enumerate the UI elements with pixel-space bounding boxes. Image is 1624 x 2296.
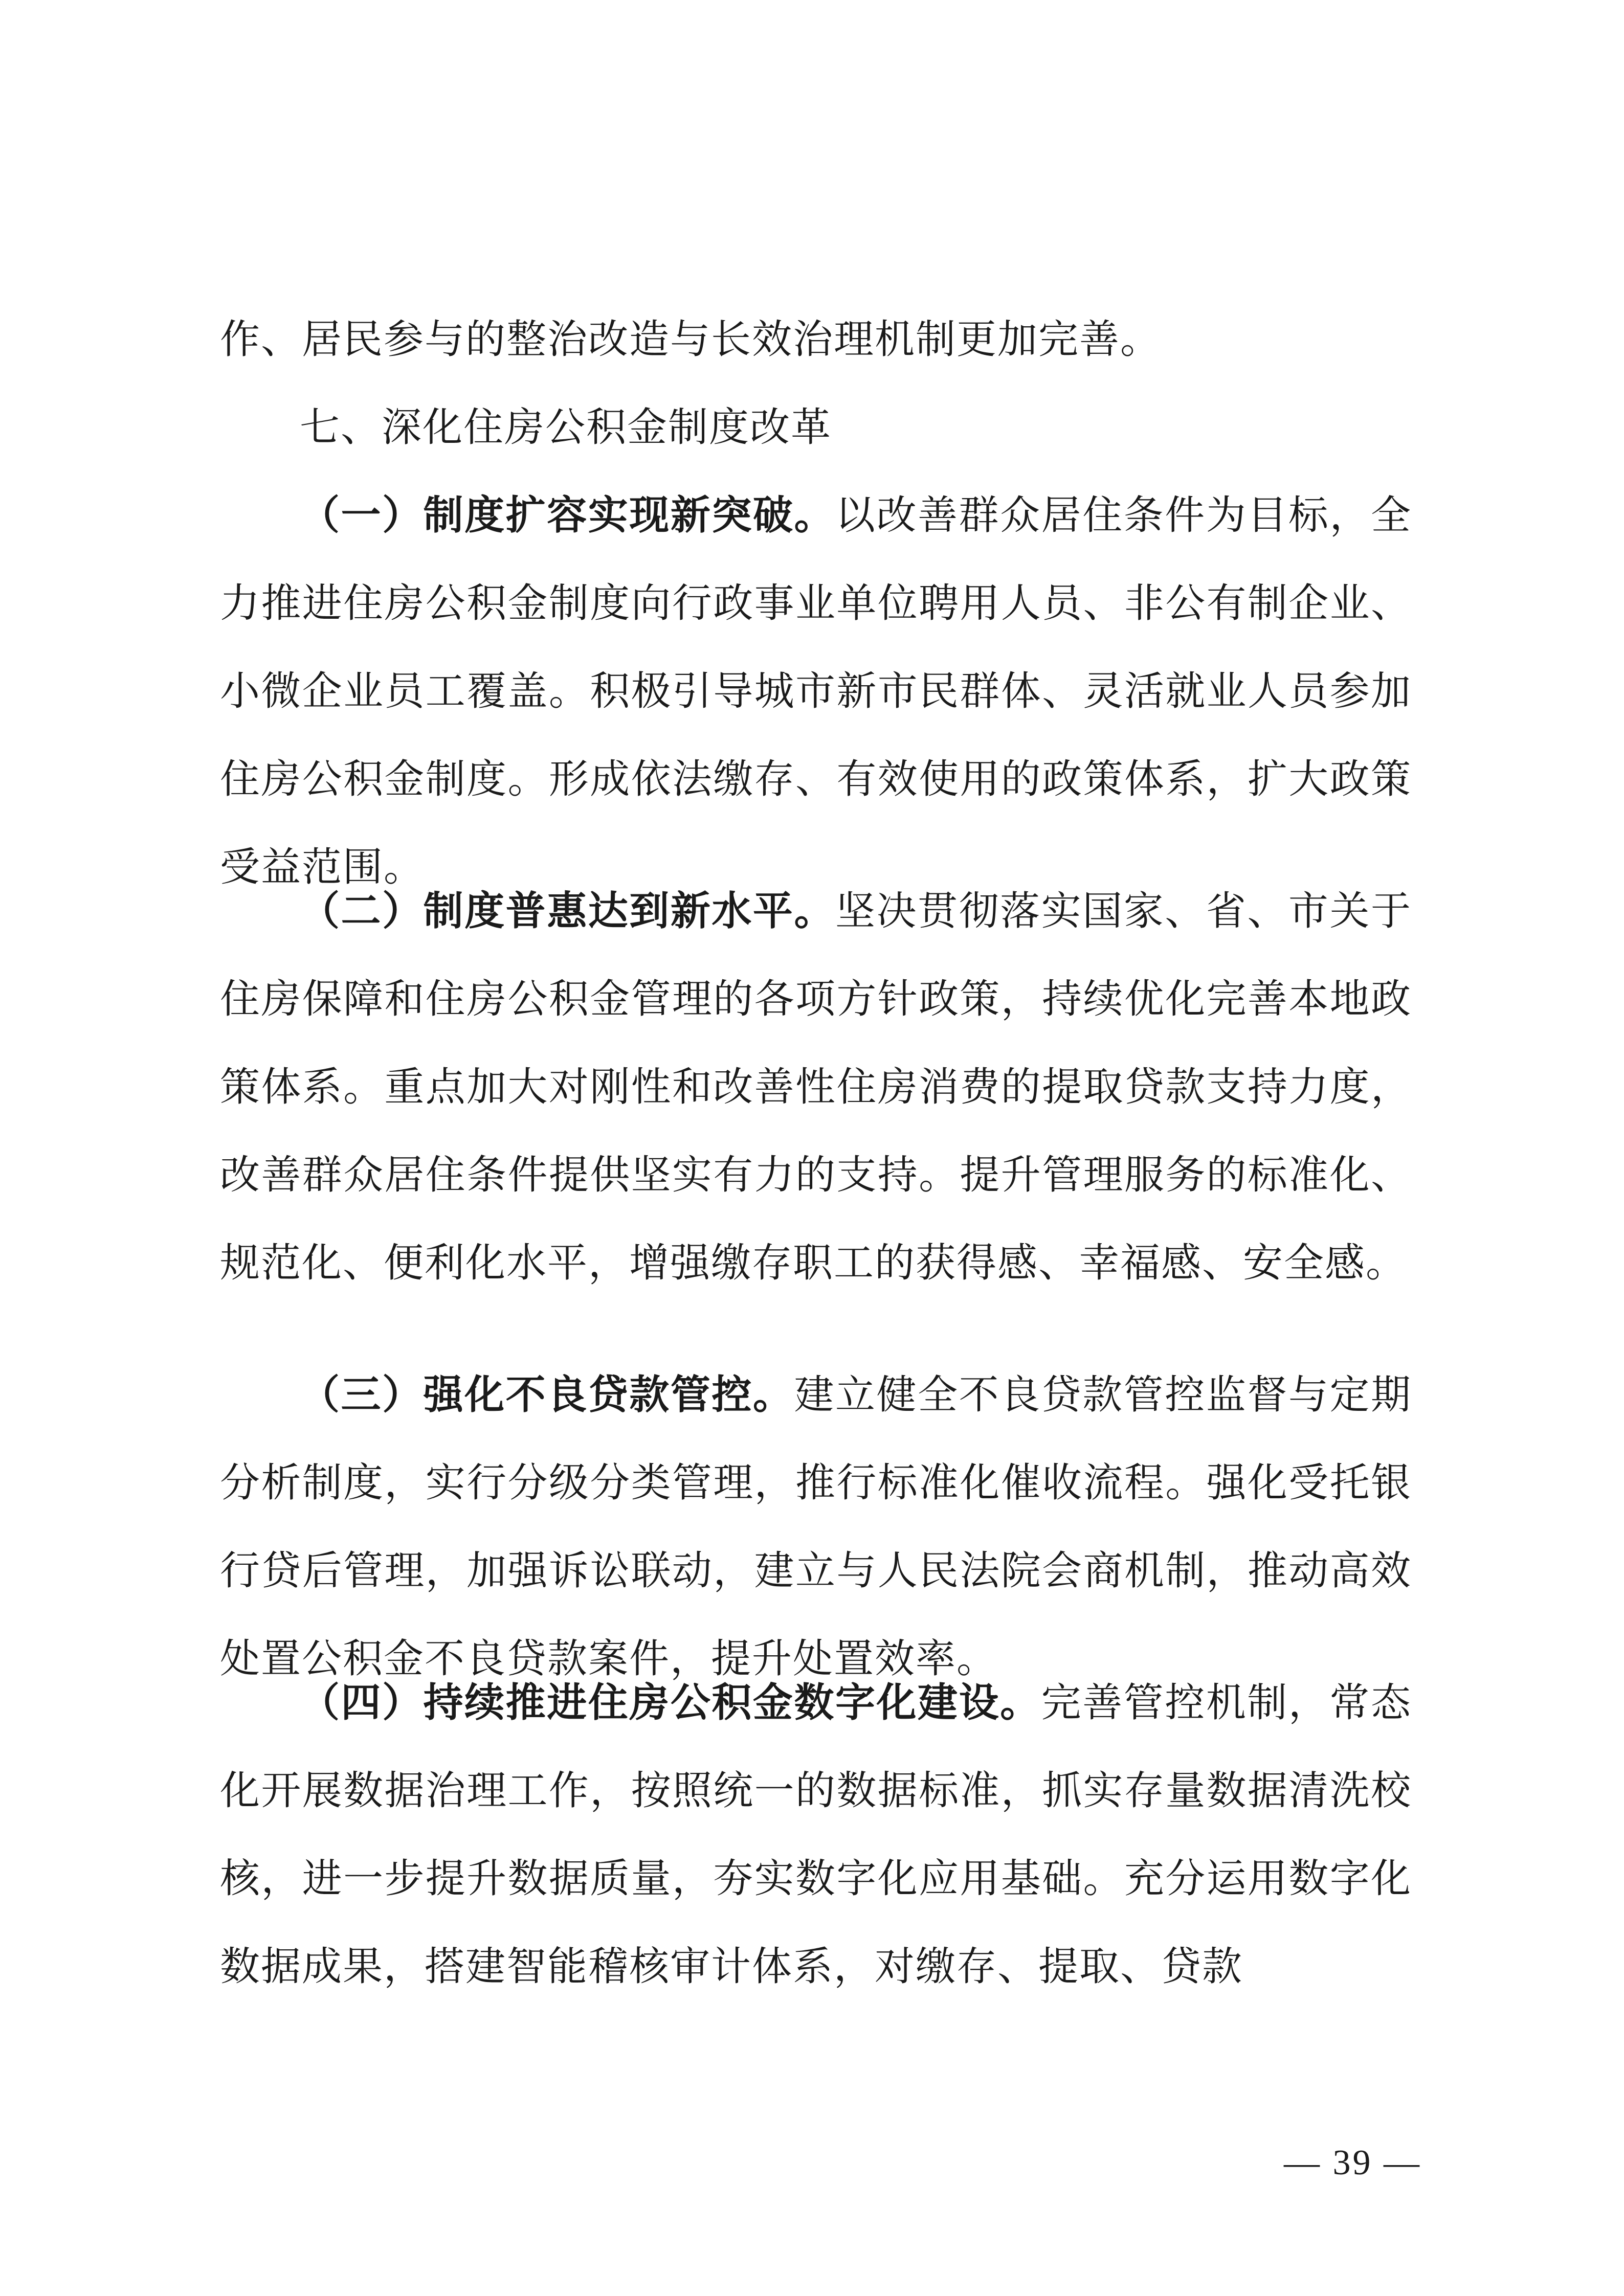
paragraph-2-lead: （二）制度普惠达到新水平。 <box>300 888 835 934</box>
paragraph-3 <box>220 1351 1412 1703</box>
paragraph-1-lead: （一）制度扩容实现新突破。 <box>300 492 835 538</box>
section-heading: 七、深化住房公积金制度改革 <box>300 404 832 451</box>
paragraph-4 <box>220 1659 1412 2011</box>
section-heading-block <box>220 384 1412 471</box>
carryover-line: 作、居民参与的整治改造与长效治理机制更加完善。 <box>220 317 1162 363</box>
paragraph-2-body: 坚决贯彻落实国家、省、市关于住房保障和住房公积金管理的各项方针政策，持续优化完善本地政策体系。重点加大对刚性和改善性住房消费的提取贷款支持力度，改善群众居住条件提供坚实有力的支持。提升管理服务的标准化、规范化、便利化水平，增强缴存职工的获得感、幸福感、安全感。 <box>220 888 1412 1286</box>
paragraph-1 <box>220 471 1412 911</box>
paragraph-3-lead: （三）强化不良贷款管控。 <box>300 1371 794 1418</box>
carryover-paragraph <box>220 296 1412 384</box>
paragraph-2 <box>220 867 1412 1307</box>
paragraph-1-body: 以改善群众居住条件为目标，全力推进住房公积金制度向行政事业单位聘用人员、非公有制企业、小微企业员工覆盖。积极引导城市新市民群体、灵活就业人员参加住房公积金制度。形成依法缴存、有效使用的政策体系，扩大政策受益范围。 <box>220 492 1412 890</box>
paragraph-4-lead: （四）持续推进住房公积金数字化建设。 <box>300 1679 1041 1726</box>
paragraph-3-body: 建立健全不良贷款管控监督与定期分析制度，实行分级分类管理，推行标准化催收流程。强化受托银行贷后管理，加强诉讼联动，建立与人民法院会商机制，推动高效处置公积金不良贷款案件，提升处置效率。 <box>220 1372 1412 1682</box>
paragraph-4-body: 完善管控机制，常态化开展数据治理工作，按照统一的数据标准，抓实存量数据清洗校核，进一步提升数据质量，夯实数字化应用基础。充分运用数字化数据成果，搭建智能稽核审计体系，对缴存、提取、贷款 <box>220 1680 1412 1990</box>
page-number: — 39 — <box>1284 2143 1421 2182</box>
